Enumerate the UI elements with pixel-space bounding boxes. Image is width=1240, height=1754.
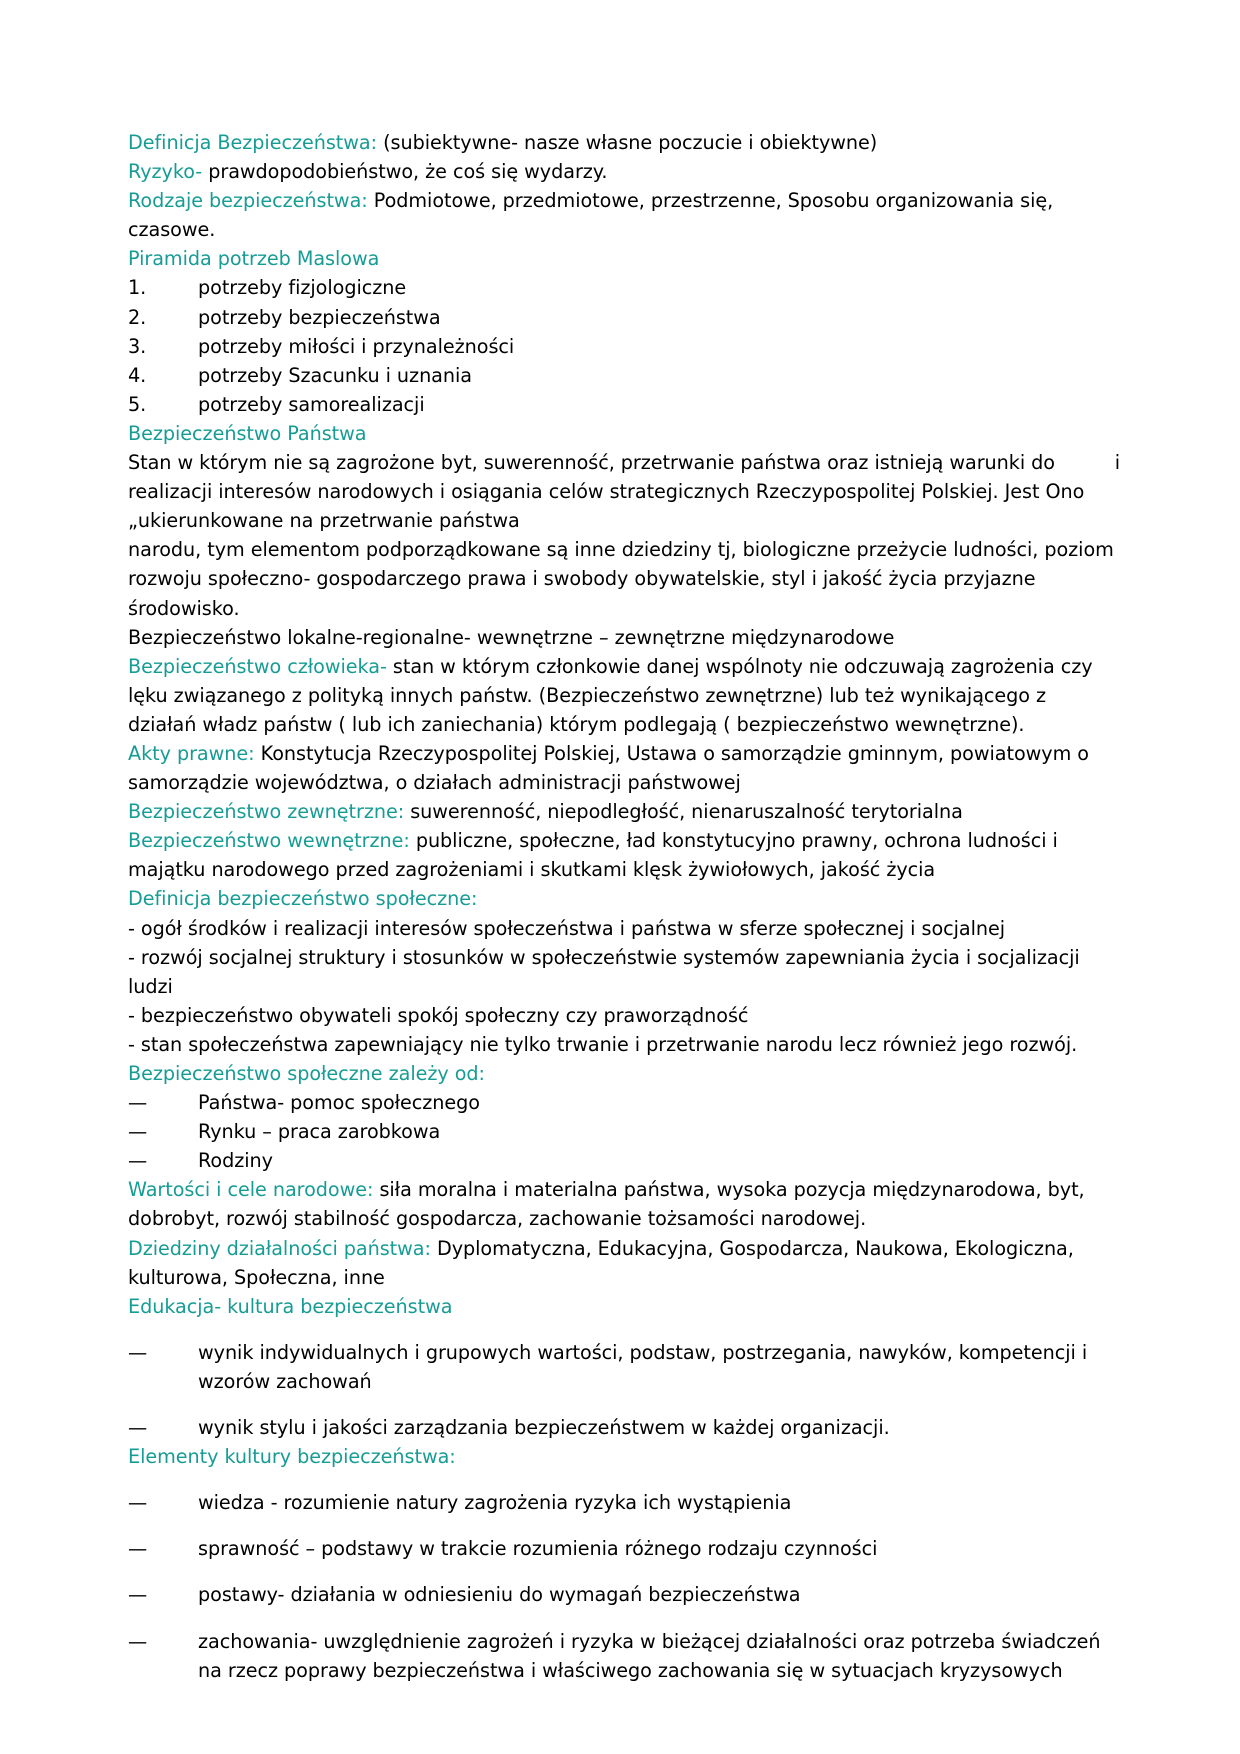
internal-security-text: publiczne, społeczne, ład konstytucyjno prawny, ochrona ludności i majątku narodowego przed zagrożeniami i skutkami klęsk żywiołowych, jakość życia xyxy=(128,829,1064,882)
education-item-2 xyxy=(128,1413,1120,1442)
culture-elements-heading-line xyxy=(128,1442,1120,1471)
state-activity-areas-heading: Dziedziny działalności państwa: xyxy=(128,1236,431,1260)
culture-item-4 xyxy=(128,1627,1120,1685)
maslow-label-5: potrzeby samorealizacji xyxy=(198,392,425,416)
culture-label-4: zachowania- uwzględnienie zagrożeń i ryzyka w bieżącej działalności oraz potrzeba świadczeń na rzecz poprawy bezpieczeństwa i właściwego zachowania się w sytuacjach kryzysowych xyxy=(198,1629,1101,1682)
social-security-item-1: - ogół środków i realizacji interesów społeczeństwa i państwa w sferze społecznej i socjalnej xyxy=(128,916,1006,940)
external-security-text: suwerenność, niepodległość, nienaruszalność terytorialna xyxy=(404,800,963,824)
risk-heading: Ryzyko- xyxy=(128,160,203,184)
em-dash-bullet-icon: — xyxy=(128,1537,148,1561)
state-security-heading: Bezpieczeństwo Państwa xyxy=(128,421,367,445)
em-dash-bullet-icon: — xyxy=(128,1340,148,1364)
internal-security-line xyxy=(128,826,1120,884)
culture-item-1 xyxy=(128,1488,1120,1517)
legal-acts-text: Konstytucja Rzeczypospolitej Polskiej, Ustawa o samorządzie gminnym, powiatowym o samorządzie województwa, o działach administracji państwowej xyxy=(128,741,1096,795)
education-label-1: wynik indywidualnych i grupowych wartości, podstaw, postrzegania, nawyków, kompetencji i wzorów zachowań xyxy=(198,1340,1088,1393)
security-types-text: Podmiotowe, przedmiotowe, przestrzenne, Sposobu organizowania się, czasowe. xyxy=(128,189,1060,242)
maslow-number-4: 4. xyxy=(128,363,147,387)
culture-elements-heading: Elementy kultury bezpieczeństwa: xyxy=(128,1445,456,1469)
maslow-number-5: 5. xyxy=(128,392,147,416)
education-label-2: wynik stylu i jakości zarządzania bezpieczeństwem w każdej organizacji. xyxy=(198,1416,890,1440)
national-values-text: siła moralna i materialna państwa, wysoka pozycja międzynarodowa, byt, dobrobyt, rozwój stabilność gospodarcza, zachowanie tożsamości narodowej. xyxy=(128,1178,1091,1231)
legal-acts-heading: Akty prawne: xyxy=(128,741,255,765)
maslow-number-2: 2. xyxy=(128,305,147,329)
external-security-heading: Bezpieczeństwo zewnętrzne: xyxy=(128,800,405,824)
state-security-paragraph-1 xyxy=(128,448,1120,535)
national-values-line xyxy=(128,1175,1120,1233)
em-dash-bullet-icon: — xyxy=(128,1629,148,1653)
education-culture-heading: Edukacja- kultura bezpieczeństwa xyxy=(128,1294,453,1318)
document-body xyxy=(128,128,1120,1685)
security-types-line xyxy=(128,186,1120,244)
maslow-label-1: potrzeby fizjologiczne xyxy=(198,276,407,300)
definition-security-line xyxy=(128,128,1120,157)
maslow-item-5 xyxy=(128,390,1120,419)
maslow-item-1 xyxy=(128,273,1120,302)
national-values-heading: Wartości i cele narodowe: xyxy=(128,1178,374,1202)
social-security-depends-heading-line xyxy=(128,1059,1120,1088)
culture-label-2: sprawność – podstawy w trakcie rozumienia różnego rodzaju czynności xyxy=(198,1537,878,1561)
culture-item-3 xyxy=(128,1580,1120,1609)
social-security-item-4: - stan społeczeństwa zapewniający nie tylko trwanie i przetrwanie narodu lecz również jego rozwój. xyxy=(128,1032,1078,1056)
human-security-line xyxy=(128,652,1120,739)
human-security-text: stan w którym członkowie danej wspólnoty nie odczuwają zagrożenia czy lęku związanego z polityką innych państw. (Bezpieczeństwo zewnętrzne) lub też wynikającego z działań władz państw ( lub ich zaniechania) którym podlegają ( bezpieczeństwo wewnętrzne). xyxy=(128,654,1099,736)
state-security-trailing-i: i xyxy=(1114,451,1120,475)
state-security-heading-line xyxy=(128,419,1120,448)
depends-item-2 xyxy=(128,1117,1120,1146)
depends-item-1 xyxy=(128,1088,1120,1117)
social-security-definition-heading: Definicja bezpieczeństwo społeczne: xyxy=(128,887,478,911)
legal-acts-line xyxy=(128,739,1120,797)
depends-label-1: Państwa- pomoc społecznego xyxy=(198,1091,480,1115)
social-security-definition-heading-line xyxy=(128,884,1120,913)
culture-label-1: wiedza - rozumienie natury zagrożenia ryzyka ich wystąpienia xyxy=(198,1491,792,1515)
em-dash-bullet-icon: — xyxy=(128,1491,148,1515)
state-activity-areas-line xyxy=(128,1234,1120,1292)
em-dash-bullet-icon: — xyxy=(128,1091,148,1115)
social-security-depends-heading: Bezpieczeństwo społeczne zależy od: xyxy=(128,1062,485,1085)
maslow-heading-line xyxy=(128,244,1120,273)
state-security-paragraph-1-text: Stan w którym nie są zagrożone byt, suwerenność, przetrwanie państwa oraz istnieją warunki do realizacji interesów narodowych i osiągania celów strategicznych Rzeczypospolitej Polskiej. Jest Ono „ukierunkowane na przetrwanie państwa xyxy=(128,451,1091,533)
em-dash-bullet-icon: — xyxy=(128,1120,148,1144)
em-dash-bullet-icon: — xyxy=(128,1149,148,1173)
education-culture-heading-line xyxy=(128,1292,1120,1321)
human-security-heading: Bezpieczeństwo człowieka- xyxy=(128,654,387,678)
risk-text: prawdopodobieństwo, że coś się wydarzy. xyxy=(202,160,608,184)
maslow-number-3: 3. xyxy=(128,334,147,358)
em-dash-bullet-icon: — xyxy=(128,1583,148,1607)
local-regional-security-line: Bezpieczeństwo lokalne-regionalne- wewnętrzne – zewnętrzne międzynarodowe xyxy=(128,625,895,649)
risk-line xyxy=(128,157,1120,186)
depends-item-3 xyxy=(128,1146,1120,1175)
maslow-label-3: potrzeby miłości i przynależności xyxy=(198,334,515,358)
social-security-item-2: - rozwój socjalnej struktury i stosunków w społeczeństwie systemów zapewniania życia i socjalizacji ludzi xyxy=(128,945,1086,998)
state-activity-areas-text: Dyplomatyczna, Edukacyjna, Gospodarcza, Naukowa, Ekologiczna, kulturowa, Społeczna, inne xyxy=(128,1236,1080,1289)
security-types-heading: Rodzaje bezpieczeństwa: xyxy=(128,189,368,213)
depends-label-2: Rynku – praca zarobkowa xyxy=(198,1120,441,1144)
depends-label-3: Rodziny xyxy=(198,1149,273,1173)
maslow-label-2: potrzeby bezpieczeństwa xyxy=(198,305,441,329)
definition-security-text: (subiektywne- nasze własne poczucie i obiektywne) xyxy=(377,131,878,154)
external-security-line xyxy=(128,797,1120,826)
maslow-item-3 xyxy=(128,332,1120,361)
social-security-item-3: - bezpieczeństwo obywateli spokój społeczny czy praworządność xyxy=(128,1003,749,1027)
internal-security-heading: Bezpieczeństwo wewnętrzne: xyxy=(128,829,410,853)
maslow-item-2 xyxy=(128,303,1120,332)
em-dash-bullet-icon: — xyxy=(128,1416,148,1440)
maslow-item-4 xyxy=(128,361,1120,390)
education-item-1 xyxy=(128,1338,1120,1396)
state-security-paragraph-2: narodu, tym elementom podporządkowane są inne dziedziny tj, biologiczne przeżycie ludności, poziom rozwoju społeczno- gospodarczego prawa i swobody obywatelskie, styl i jakość życia przyjazne środowisko. xyxy=(128,538,1120,620)
maslow-heading: Piramida potrzeb Maslowa xyxy=(128,247,380,271)
definition-security-heading: Definicja Bezpieczeństwa: xyxy=(128,131,378,154)
maslow-number-1: 1. xyxy=(128,276,147,300)
culture-label-3: postawy- działania w odniesieniu do wymagań bezpieczeństwa xyxy=(198,1583,801,1607)
maslow-label-4: potrzeby Szacunku i uznania xyxy=(198,363,472,387)
culture-item-2 xyxy=(128,1534,1120,1563)
